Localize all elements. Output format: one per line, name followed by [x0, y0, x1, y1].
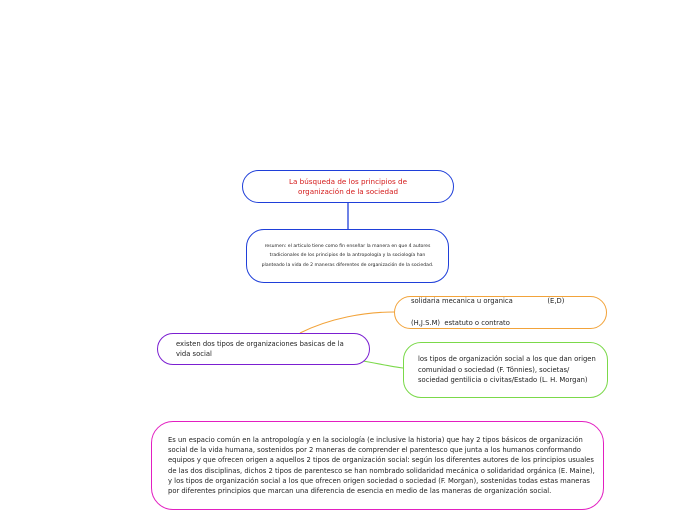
solidaria-node[interactable] — [394, 296, 607, 329]
solidaria-line-1: solidaria mecanica u organica (E,D) — [411, 297, 565, 305]
orgs-node[interactable] — [403, 342, 608, 398]
title-node-text: La búsqueda de los principios de organización de la sociedad — [288, 176, 408, 196]
solidaria-line-2: (H,J.S.M) estatuto o contrato — [411, 319, 510, 327]
types-node-text: existen dos tipos de organizaciones basicas de la vida social — [176, 340, 344, 358]
types-node[interactable] — [157, 333, 370, 365]
title-node[interactable] — [242, 170, 454, 203]
solidaria-node-text — [411, 296, 596, 329]
summary-node-text: resumen: el articulo tiene como fin enseñar la manera en que 4 autores tradicionales de los principios de la antropología y la sociología han planteado la vida de 2 maneras diferentes de organización de la sociedad. — [261, 243, 434, 268]
espacio-node-text: Es un espacio común en la antropología y en la sociología (e inclusive la historia) que hay 2 tipos básicos de organización social de la vida humana, sostenidos por 2 maneras de comprender el parentesco que junta a los humanos conformando equipos y que ofrecen origen a aquellos 2 tipos de organización social: según los diferentes autores de los principios usuales de las dos disciplinas, dichos 2 tipos de parentesco se han nombrado solidaridad mecánica o solidaridad orgánica (E. Maine), y los tipos de organización social a los que ofrecen origen sociedad o sociedad (F. Morgan), sostenidas todas estas maneras por diferentes principios que marcan una diferencia de esencia en medio de las maneras de organización social. — [168, 435, 595, 495]
connector-types-solidaria — [300, 312, 394, 333]
summary-node[interactable] — [246, 229, 449, 283]
espacio-node[interactable] — [151, 421, 604, 510]
orgs-node-text: los tipos de organización social a los que dan origen comunidad o sociedad (F. Tönnies), societas/ sociedad gentilicia o civitas/Estado (L. H. Morgan) — [418, 355, 596, 385]
